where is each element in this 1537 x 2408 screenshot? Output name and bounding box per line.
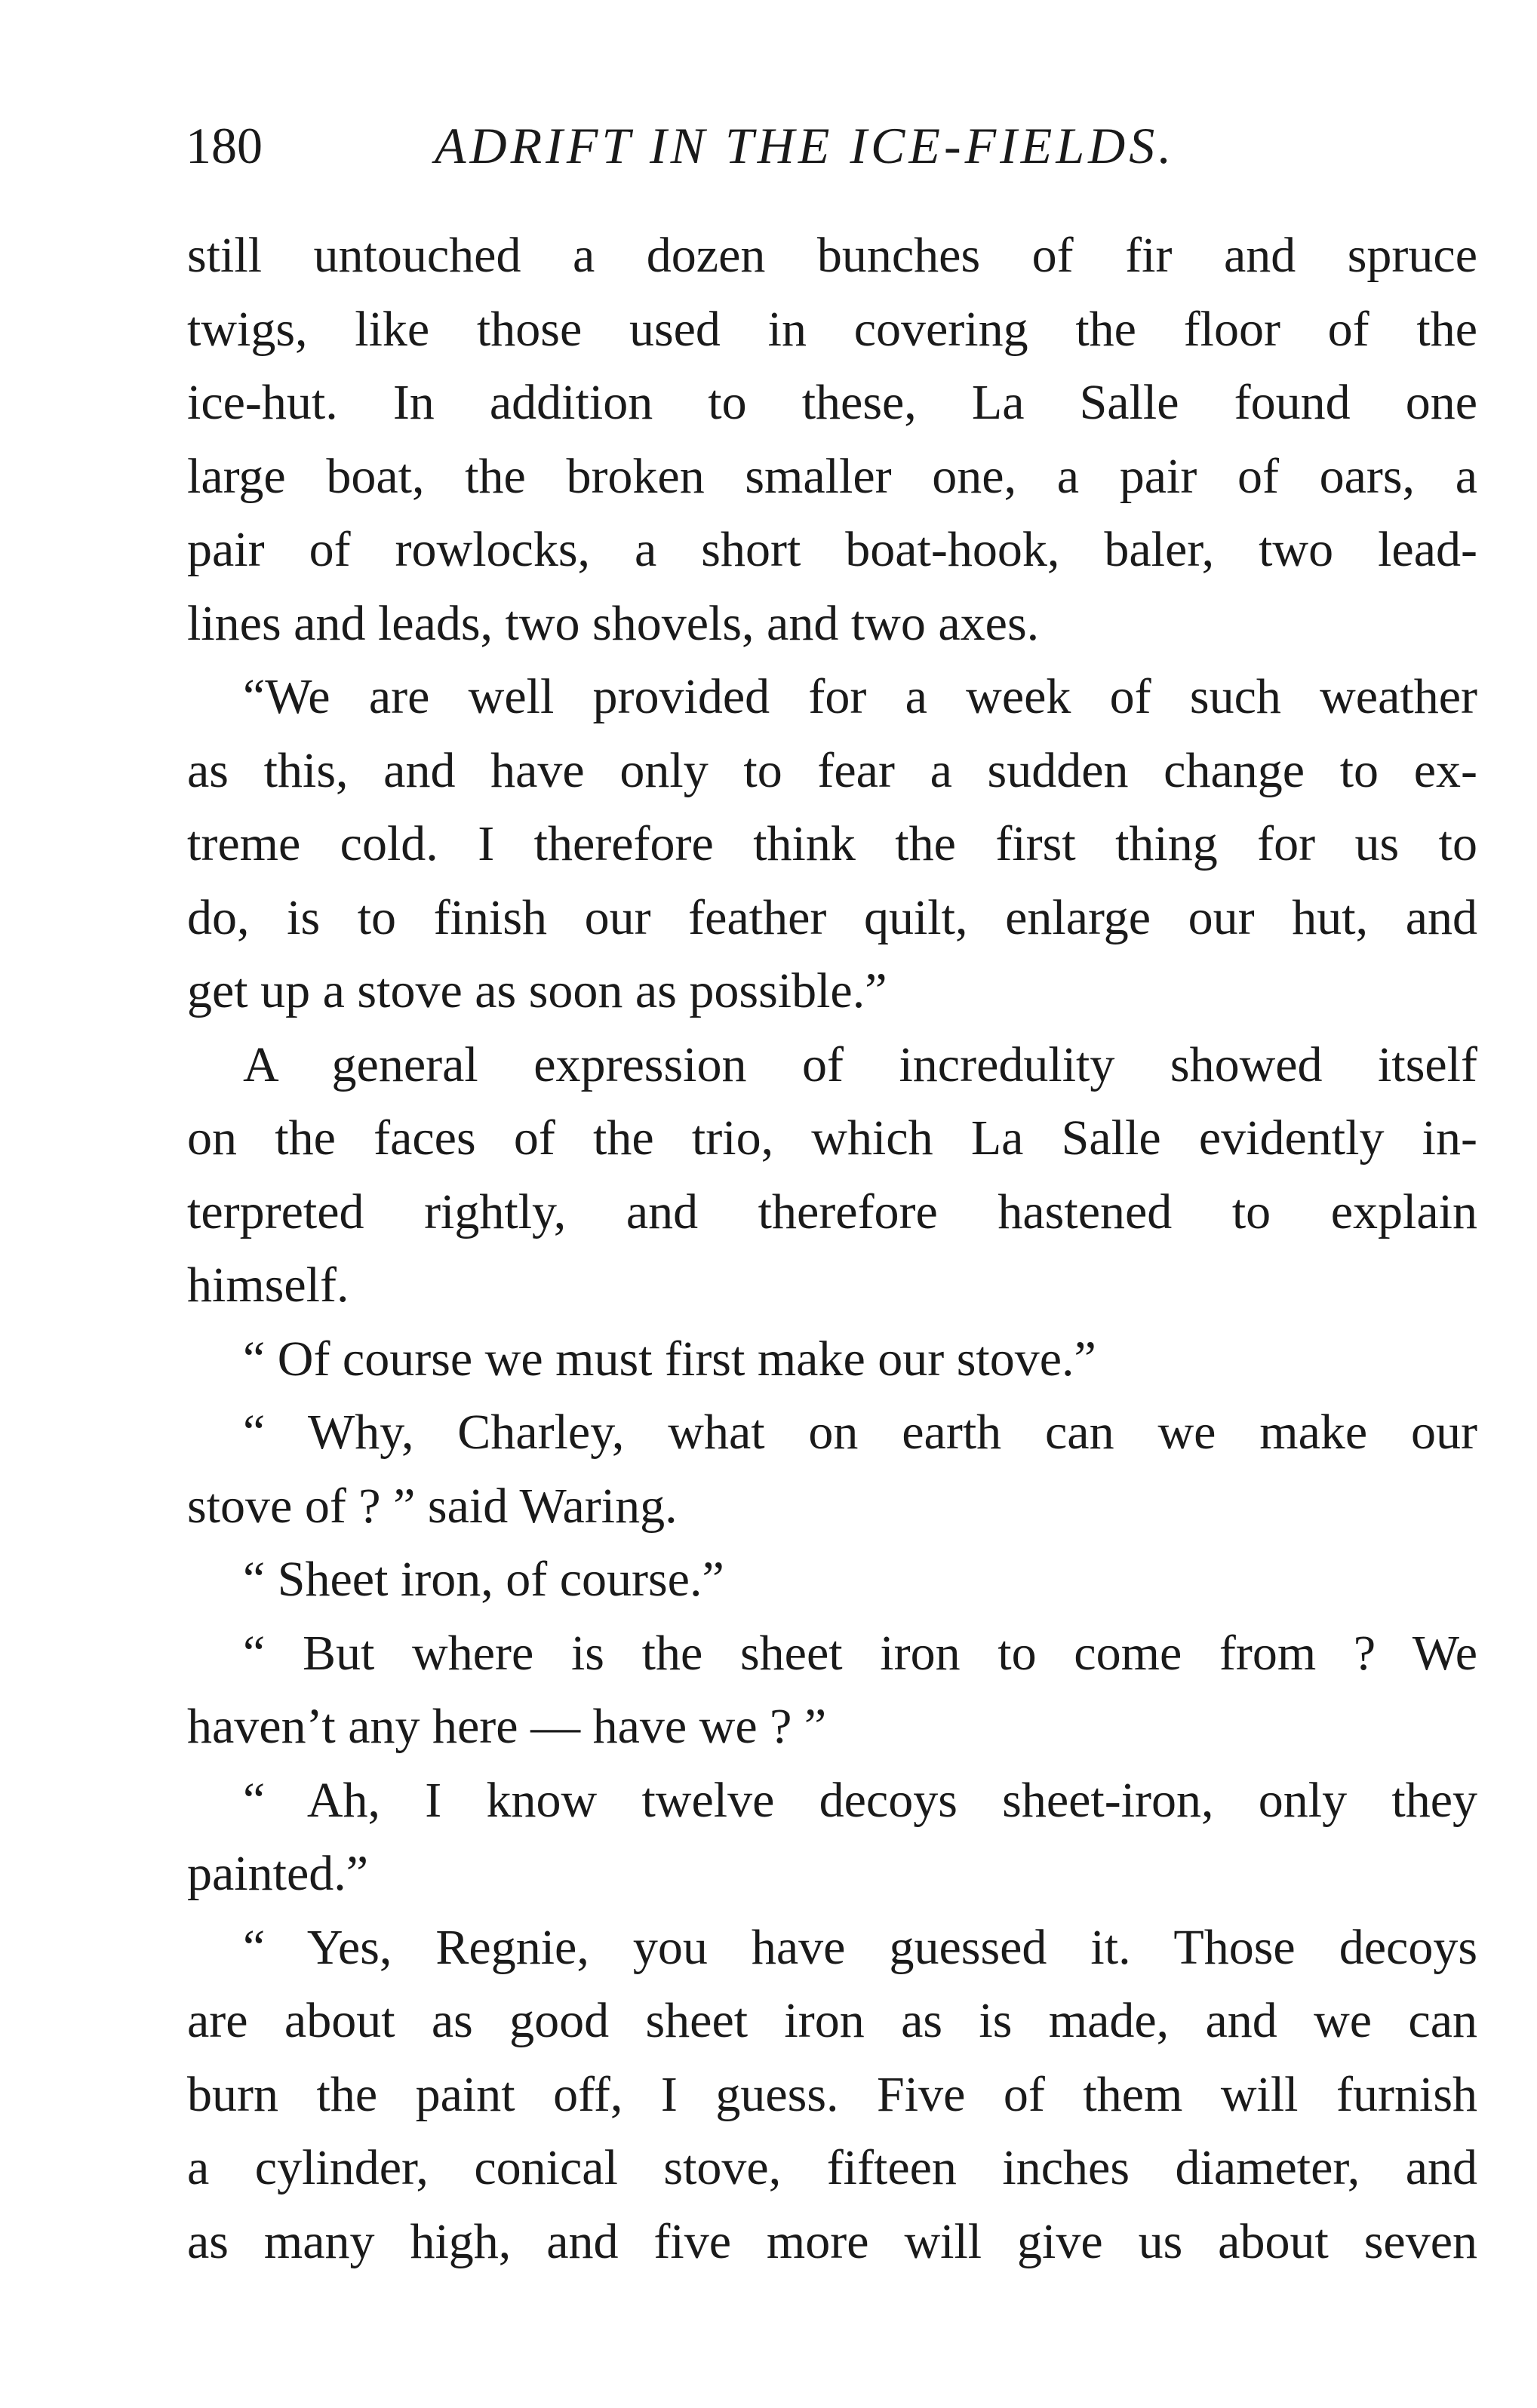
text-line: haven’t any here — have we ? ” bbox=[187, 1699, 827, 1754]
body-text bbox=[187, 219, 1477, 2278]
text-line: twigs, like those used in covering the floor of the bbox=[187, 301, 1477, 357]
text-line: as many high, and five more will give us about seven bbox=[187, 2213, 1477, 2269]
text-line: on the faces of the trio, which La Salle evidently in- bbox=[187, 1110, 1477, 1166]
text-line: stove of ? ” said Waring. bbox=[187, 1478, 678, 1534]
text-line: do, is to finish our feather quilt, enlarge our hut, and bbox=[187, 889, 1477, 945]
text-line: “We are well provided for a week of such weather bbox=[243, 669, 1477, 724]
text-line: painted.” bbox=[187, 1846, 369, 1901]
text-line: “ Sheet iron, of course.” bbox=[243, 1552, 724, 1607]
text-line: a cylinder, conical stove, fifteen inches diameter, and bbox=[187, 2140, 1477, 2195]
text-line: burn the paint off, I guess. Five of them will furnish bbox=[187, 2066, 1477, 2122]
text-line: pair of rowlocks, a short boat-hook, baler, two lead- bbox=[187, 522, 1477, 577]
text-line: still untouched a dozen bunches of fir and spruce bbox=[187, 228, 1477, 283]
text-line: get up a stove as soon as possible.” bbox=[187, 963, 887, 1018]
text-line: “ Why, Charley, what on earth can we make our bbox=[243, 1405, 1477, 1460]
text-line: are about as good sheet iron as is made, and we can bbox=[187, 1993, 1477, 2048]
text-line: A general expression of incredulity showed itself bbox=[243, 1037, 1477, 1092]
text-line: “ Ah, I know twelve decoys sheet-iron, only they bbox=[243, 1772, 1477, 1828]
text-line: treme cold. I therefore think the first thing for us to bbox=[187, 816, 1477, 871]
text-line: himself. bbox=[187, 1258, 349, 1313]
text-line: large boat, the broken smaller one, a pair of oars, a bbox=[187, 448, 1477, 504]
text-line: “ Of course we must first make our stove.” bbox=[243, 1331, 1096, 1387]
text-line: ice-hut. In addition to these, La Salle found one bbox=[187, 375, 1477, 430]
running-head bbox=[186, 112, 1468, 180]
text-line: terpreted rightly, and therefore hastened to explain bbox=[187, 1184, 1477, 1239]
text-line: as this, and have only to fear a sudden change to ex- bbox=[187, 742, 1477, 798]
text-line: “ But where is the sheet iron to come from ? We bbox=[243, 1625, 1477, 1681]
page-number: 180 bbox=[186, 117, 263, 174]
text-line: “ Yes, Regnie, you have guessed it. Those decoys bbox=[243, 1919, 1477, 1975]
text-line: lines and leads, two shovels, and two axes. bbox=[187, 595, 1040, 651]
running-title: ADRIFT IN THE ICE-FIELDS. bbox=[435, 117, 1176, 174]
